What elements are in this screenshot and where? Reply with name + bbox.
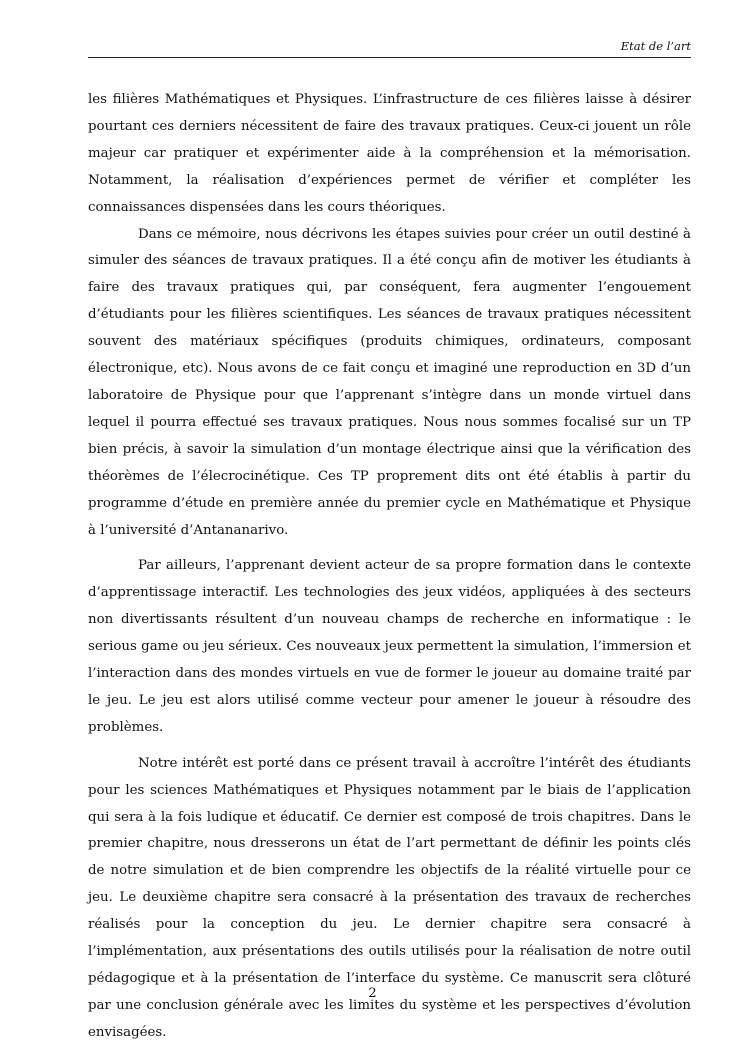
paragraph-continuation: les filières Mathématiques et Physiques. L’infrastructure de ces filières laisse à désirer pourtant ces derniers nécessitent de faire des travaux pratiques. Ceux-ci jouent un rôle majeur car pratiquer et expérimenter aide à la compréhension et la mémorisation. Notamment, la réalisation d’expériences permet de vérifier et compléter les connaissances dispensées dans les cours théoriques. [88,92,691,215]
page-number: 2 [368,986,377,1001]
paragraph-serious-game: Par ailleurs, l’apprenant devient acteur de sa propre formation dans le contexte d’apprentissage interactif. Les technologies des jeux vidéos, appliquées à des secteurs non divertissants résultent d’un nouveau champs de recherche en informatique : le serious game ou jeu sérieux. Ces nouveaux jeux permettent la simulation, l’immersion et l’interaction dans des mondes virtuels en vue de former le joueur au domaine traité par le jeu. Le jeu est alors utilisé comme vecteur pour amener le joueur à résoudre des problèmes. [88,558,691,735]
header-rule [88,57,691,58]
running-header: Etat de l’art [620,39,691,53]
body-text [88,87,691,1047]
paragraph-chapter-outline: Notre intérêt est porté dans ce présent travail à accroître l’intérêt des étudiants pour les sciences Mathématiques et Physiques notamment par le biais de l’application qui sera à la fois ludique et éducatif. Ce dernier est composé de trois chapitres. Dans le premier chapitre, nous dresserons un état de l’art permettant de définir les points clés de notre simulation et de bien comprendre les objectifs de la réalité virtuelle pour ce jeu. Le deuxième chapitre sera consacré à la présentation des travaux de recherches réalisés pour la conception du jeu. Le dernier chapitre sera consacré à l’implémentation, aux présentations des outils utilisés pour la réalisation de notre outil pédagogique et à la présentation de l’interface du système. Ce manuscrit sera clôturé par une conclusion générale avec les limites du système et les perspectives d’évolution envisagées. [88,755,691,1040]
paragraph-memoire-overview: Dans ce mémoire, nous décrivons les étapes suivies pour créer un outil destiné à simuler des séances de travaux pratiques. Il a été conçu afin de motiver les étudiants à faire des travaux pratiques qui, par conséquent, fera augmenter l’engouement d’étudiants pour les filières scientifiques. Les séances de travaux pratiques nécessitent souvent des matériaux spécifiques (produits chimiques, ordinateurs, composant électronique, etc). Nous avons de ce fait conçu et imaginé une reproduction en 3D d’un laboratoire de Physique pour que l’apprenant s’intègre dans un monde virtuel dans lequel il pourra effectué ses travaux pratiques. Nous nous sommes focalisé sur un TP bien précis, à savoir la simulation d’un montage électrique ainsi que la vérification des théorèmes de l’élecrocinétique. Ces TP proprement dits ont été établis à partir du programme d’étude en première année du premier cycle en Mathématique et Physique à l’université d’Antananarivo. [88,226,691,538]
